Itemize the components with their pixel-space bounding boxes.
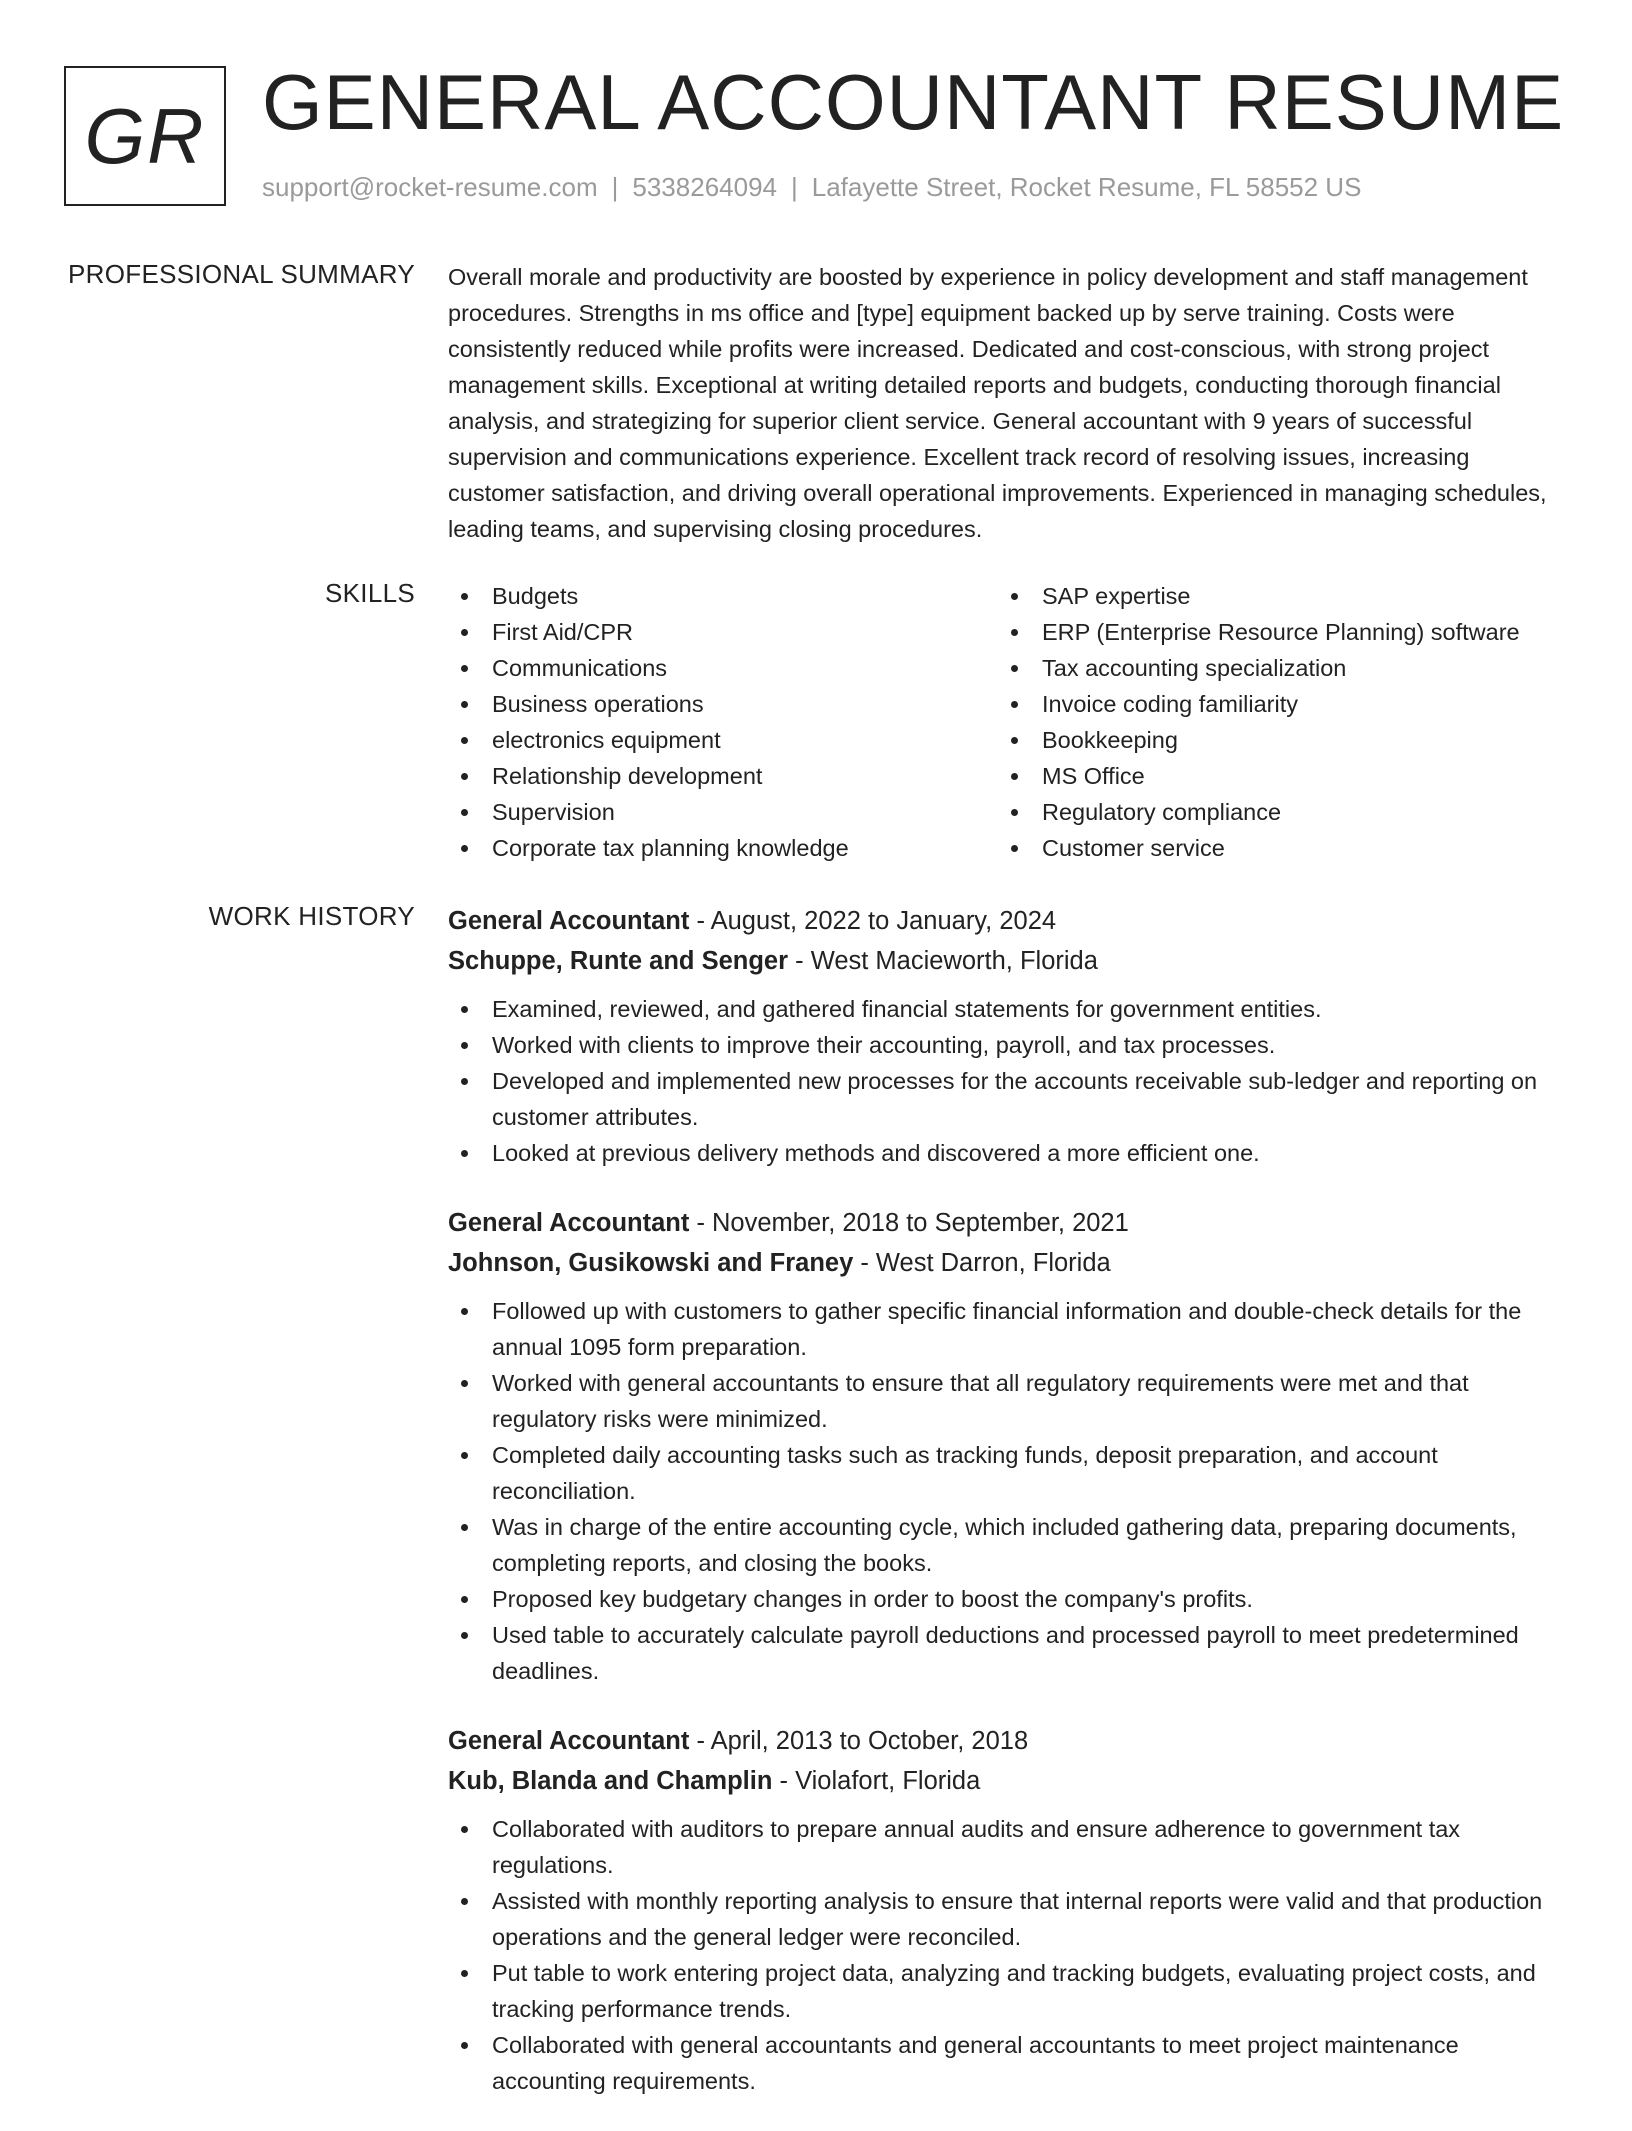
duty-item: Put table to work entering project data, analyzing and tracking budgets, evaluating project costs, and tracking performance trends. bbox=[448, 1955, 1568, 2027]
job-duties bbox=[448, 1811, 1568, 2099]
job-title: General Accountant bbox=[448, 1209, 690, 1237]
contact-address: Lafayette Street, Rocket Resume, FL 58552 US bbox=[811, 172, 1362, 202]
job-title-line bbox=[448, 901, 1568, 941]
duty-item: Assisted with monthly reporting analysis to ensure that internal reports were valid and that production operations and the general ledger were reconciled. bbox=[448, 1883, 1568, 1955]
skill-item: Invoice coding familiarity bbox=[998, 686, 1548, 722]
contact-line bbox=[262, 172, 1361, 203]
duty-item: Followed up with customers to gather specific financial information and double-check details for the annual 1095 form preparation. bbox=[448, 1293, 1568, 1365]
skill-item: Relationship development bbox=[448, 758, 998, 794]
duty-item: Examined, reviewed, and gathered financial statements for government entities. bbox=[448, 991, 1568, 1027]
job-company: Schuppe, Runte and Senger bbox=[448, 947, 789, 975]
job-entry bbox=[448, 1721, 1568, 2099]
contact-email: support@rocket-resume.com bbox=[262, 172, 598, 202]
job-title-line bbox=[448, 1203, 1568, 1243]
duty-item: Proposed key budgetary changes in order to boost the company's profits. bbox=[448, 1581, 1568, 1617]
monogram-badge bbox=[64, 66, 226, 206]
skill-item: Corporate tax planning knowledge bbox=[448, 830, 998, 866]
job-location: - Violafort, Florida bbox=[772, 1767, 981, 1795]
duty-item: Developed and implemented new processes for the accounts receivable sub-ledger and reporting on customer attributes. bbox=[448, 1063, 1568, 1135]
skill-item: Bookkeeping bbox=[998, 722, 1548, 758]
job-entry bbox=[448, 1203, 1568, 1689]
job-company-line bbox=[448, 1243, 1568, 1283]
skill-item: Customer service bbox=[998, 830, 1548, 866]
job-location: - West Macieworth, Florida bbox=[788, 947, 1098, 975]
duty-item: Worked with clients to improve their accounting, payroll, and tax processes. bbox=[448, 1027, 1568, 1063]
skill-item: Regulatory compliance bbox=[998, 794, 1548, 830]
work-history-heading: WORK HISTORY bbox=[208, 901, 415, 931]
contact-phone: 5338264094 bbox=[632, 172, 777, 202]
contact-separator: | bbox=[791, 172, 798, 202]
job-dates: - August, 2022 to January, 2024 bbox=[689, 907, 1057, 935]
skill-item: Communications bbox=[448, 650, 998, 686]
skill-item: First Aid/CPR bbox=[448, 614, 998, 650]
job-title-line bbox=[448, 1721, 1568, 1761]
summary-text: Overall morale and productivity are boosted by experience in policy development and staff management procedures. Strengths in ms office and [type] equipment backed up by serve training. Costs were consistently reduced while profits were increased. Dedicated and cost-conscious, with strong project management skills. Exceptional at writing detailed reports and budgets, conducting thorough financial analysis, and strategizing for superior client service. General accountant with 9 years of successful supervision and communications experience. Excellent track record of resolving issues, increasing customer satisfaction, and driving overall operational improvements. Experienced in managing schedules, leading teams, and supervising closing procedures. bbox=[448, 264, 1547, 542]
job-title: General Accountant bbox=[448, 907, 690, 935]
duty-item: Was in charge of the entire accounting cycle, which included gathering data, preparing documents, completing reports, and closing the books. bbox=[448, 1509, 1568, 1581]
summary-heading: PROFESSIONAL SUMMARY bbox=[68, 259, 415, 289]
skill-item: MS Office bbox=[998, 758, 1548, 794]
skills-list-right bbox=[998, 578, 1548, 866]
job-title: General Accountant bbox=[448, 1727, 690, 1755]
contact-separator: | bbox=[611, 172, 619, 202]
jobs-list bbox=[448, 901, 1568, 2131]
duty-item: Used table to accurately calculate payroll deductions and processed payroll to meet predetermined deadlines. bbox=[448, 1617, 1568, 1689]
job-location: - West Darron, Florida bbox=[853, 1249, 1111, 1277]
job-company: Kub, Blanda and Champlin bbox=[448, 1767, 773, 1795]
skills-heading: SKILLS bbox=[325, 578, 415, 608]
job-duties bbox=[448, 1293, 1568, 1689]
duty-item: Collaborated with auditors to prepare annual audits and ensure adherence to government tax regulations. bbox=[448, 1811, 1568, 1883]
job-entry bbox=[448, 901, 1568, 1171]
skills-list-left bbox=[448, 578, 998, 866]
duty-item: Looked at previous delivery methods and discovered a more efficient one. bbox=[448, 1135, 1568, 1171]
skill-item: SAP expertise bbox=[998, 578, 1548, 614]
monogram-text: GR bbox=[84, 91, 206, 180]
duty-item: Completed daily accounting tasks such as tracking funds, deposit preparation, and account reconciliation. bbox=[448, 1437, 1568, 1509]
duty-item: Collaborated with general accountants and general accountants to meet project maintenance accounting requirements. bbox=[448, 2027, 1568, 2099]
job-company: Johnson, Gusikowski and Franey bbox=[448, 1249, 854, 1277]
skill-item: Tax accounting specialization bbox=[998, 650, 1548, 686]
skill-item: Budgets bbox=[448, 578, 998, 614]
job-duties bbox=[448, 991, 1568, 1171]
skill-item: electronics equipment bbox=[448, 722, 998, 758]
duty-item: Worked with general accountants to ensure that all regulatory requirements were met and that regulatory risks were minimized. bbox=[448, 1365, 1568, 1437]
resume-title: GENERAL ACCOUNTANT RESUME bbox=[262, 58, 1565, 146]
job-dates: - April, 2013 to October, 2018 bbox=[689, 1727, 1029, 1755]
skill-item: Business operations bbox=[448, 686, 998, 722]
skill-item: ERP (Enterprise Resource Planning) software bbox=[998, 614, 1548, 650]
job-company-line bbox=[448, 1761, 1568, 1801]
job-company-line bbox=[448, 941, 1568, 981]
skills-grid bbox=[448, 578, 1568, 866]
skill-item: Supervision bbox=[448, 794, 998, 830]
job-dates: - November, 2018 to September, 2021 bbox=[689, 1209, 1129, 1237]
